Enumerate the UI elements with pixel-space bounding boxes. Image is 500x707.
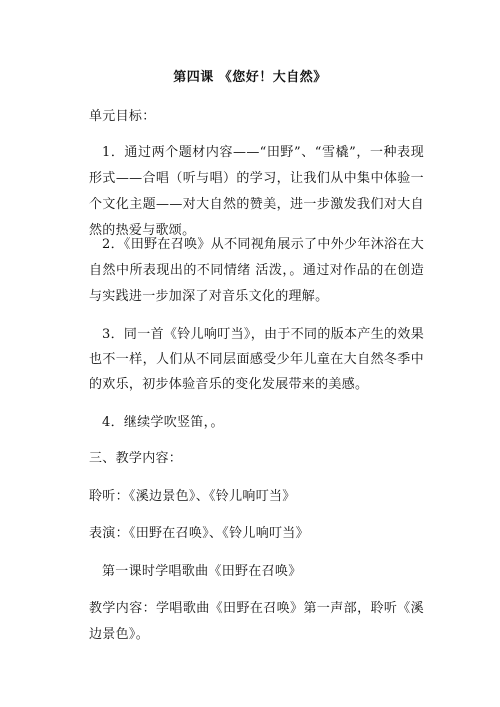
- lesson1-title: 第一课时学唱歌曲《田野在召唤》: [102, 564, 302, 579]
- goal-paragraph-2: 2．《田野在召唤》从不同视角展示了中外少年沐浴在大自然中所表现出的不同情绪 活泼，。通过对作品的在创造与实践进一步加深了对音乐文化的理解。: [89, 237, 424, 304]
- perform-line: 表演：《田野在召唤》、《铃儿响叮当》: [89, 526, 309, 541]
- goal-paragraph-1: 1．通过两个题材内容——“田野”、“雪橇”，一种表现形式——合唱（听与唱）的学习，让我们从中集中体验一个文化主题——对大自然的赞美，进一步激发我们对大自然的热爱与歌颂。: [89, 145, 424, 238]
- goal-paragraph-4: 4．继续学吹竖笛，。: [102, 415, 224, 430]
- listen-line: 聆听：《溪边景色》、《铃儿响叮当》: [89, 489, 296, 504]
- page-title: 第四课 《您好！大自然》: [173, 70, 327, 85]
- unit-goal-heading: 单元目标：: [89, 109, 156, 124]
- lesson1-content: 教学内容：学唱歌曲《田野在召唤》第一声部，聆听《溪边景色》。: [89, 601, 424, 642]
- content-heading: 三、教学内容：: [89, 451, 183, 466]
- goal-paragraph-3: 3．同一首《铃儿响叮当》，由于不同的版本产生的效果也不一样，人们从不同层面感受少年儿童在大自然冬季中的欢乐，初步体验音乐的变化发展带来的美感。: [89, 327, 424, 392]
